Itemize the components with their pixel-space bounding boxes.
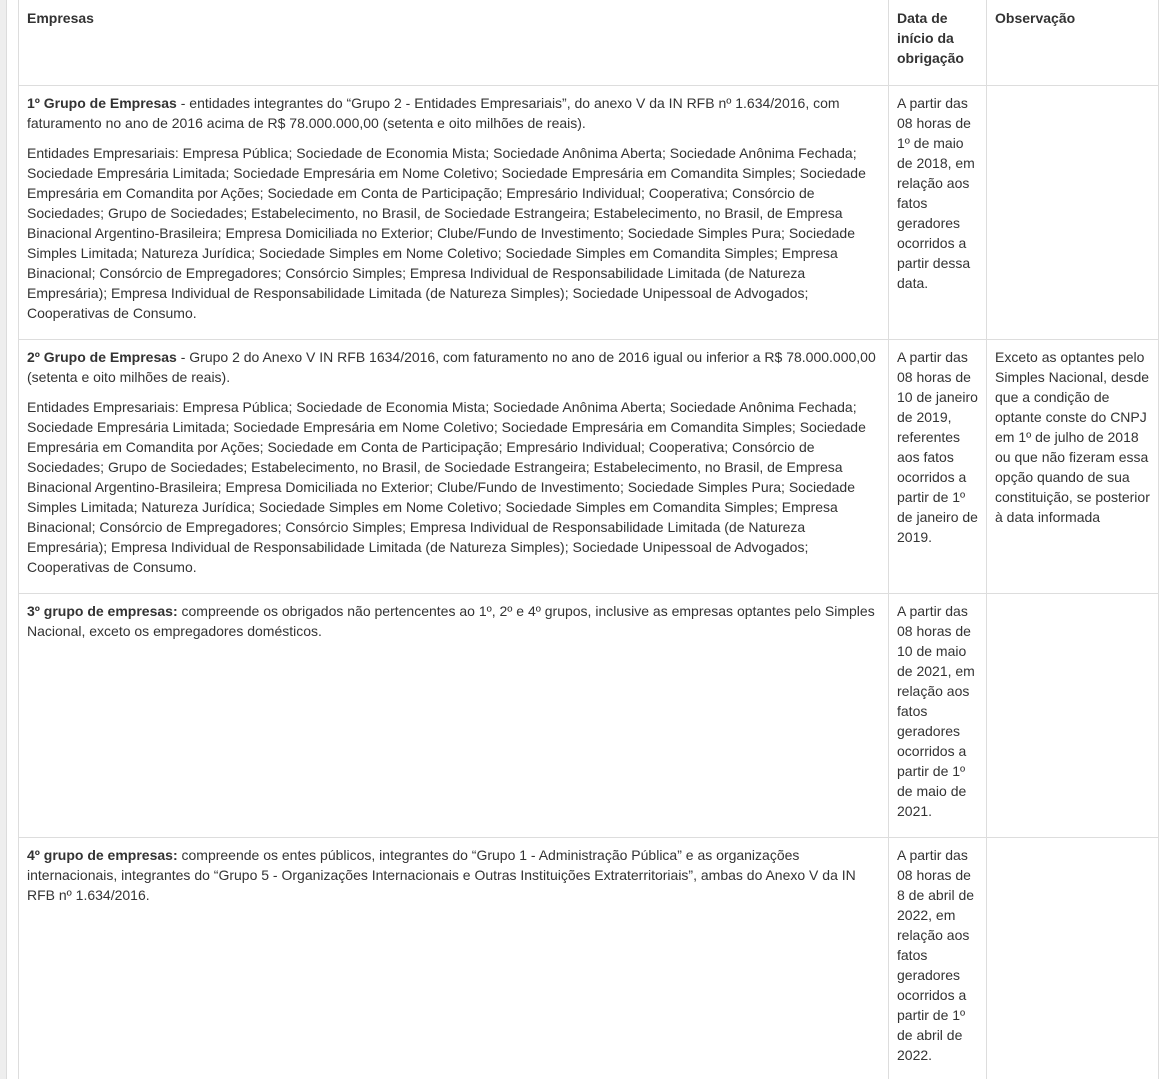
start-date-cell: A partir das 08 horas de 1º de maio de 2018, em relação aos fatos geradores ocorridos a partir dessa data. <box>889 86 987 340</box>
header-empresas: Empresas <box>19 0 889 86</box>
group-criteria: - entidades integrantes do “Grupo 2 - Entidades Empresariais”, do anexo V da IN RFB nº 1.634/2016, com faturamento no ano de 2016 acima de R$ 78.000.000,00 (setenta e oito milhões de reais). <box>27 95 840 131</box>
empresas-cell <box>19 86 889 340</box>
table-row <box>19 838 1159 1079</box>
group-criteria: compreende os obrigados não pertencentes ao 1º, 2º e 4º grupos, inclusive as empresas optantes pelo Simples Nacional, exceto os empregadores domésticos. <box>27 603 875 639</box>
header-data-inicio: Data de início da obrigação <box>889 0 987 86</box>
observation-cell <box>987 838 1159 1079</box>
start-date-cell: A partir das 08 horas de 10 de janeiro de 2019, referentes aos fatos ocorridos a partir de 1º de janeiro de 2019. <box>889 340 987 594</box>
obligations-table <box>18 0 1159 1079</box>
empresas-cell <box>19 594 889 838</box>
group-title: 4º grupo de empresas: <box>27 847 178 863</box>
group-description <box>27 347 880 387</box>
left-gutter <box>0 0 7 1079</box>
group-title: 3º grupo de empresas: <box>27 603 178 619</box>
entities-list: Entidades Empresariais: Empresa Pública; Sociedade de Economia Mista; Sociedade Anônima Aberta; Sociedade Anônima Fechada; Sociedade Empresária Limitada; Sociedade Empresária em Nome Coletivo; Sociedade Empresária em Comandita Simples; Sociedade Empresária em Comandita por Ações; Sociedade em Conta de Participação; Empresário Individual; Cooperativa; Consórcio de Sociedades; Grupo de Sociedades; Estabelecimento, no Brasil, de Sociedade Estrangeira; Estabelecimento, no Brasil, de Empresa Binacional Argentino-Brasileira; Empresa Domiciliada no Exterior; Clube/Fundo de Investimento; Sociedade Simples Pura; Sociedade Simples Limitada; Natureza Jurídica; Sociedade Simples em Nome Coletivo; Sociedade Simples em Comandita Simples; Empresa Binacional; Consórcio de Empregadores; Consórcio Simples; Empresa Individual de Responsabilidade Limitada (de Natureza Empresária); Empresa Individual de Responsabilidade Limitada (de Natureza Simples); Sociedade Unipessoal de Advogados; Cooperativas de Consumo. <box>27 145 866 321</box>
entities-list: Entidades Empresariais: Empresa Pública; Sociedade de Economia Mista; Sociedade Anônima Aberta; Sociedade Anônima Fechada; Sociedade Empresária Limitada; Sociedade Empresária em Nome Coletivo; Sociedade Empresária em Comandita Simples; Sociedade Empresária em Comandita por Ações; Sociedade em Conta de Participação; Empresário Individual; Cooperativa; Consórcio de Sociedades; Grupo de Sociedades; Estabelecimento, no Brasil, de Sociedade Estrangeira; Estabelecimento, no Brasil, de Empresa Binacional Argentino-Brasileira; Empresa Domiciliada no Exterior; Clube/Fundo de Investimento; Sociedade Simples Pura; Sociedade Simples Limitada; Natureza Jurídica; Sociedade Simples em Nome Coletivo; Sociedade Simples em Comandita Simples; Empresa Binacional; Consórcio de Empregadores; Consórcio Simples; Empresa Individual de Responsabilidade Limitada (de Natureza Empresária); Empresa Individual de Responsabilidade Limitada (de Natureza Simples); Sociedade Unipessoal de Advogados; Cooperativas de Consumo. <box>27 399 866 575</box>
table-row <box>19 340 1159 594</box>
empresas-cell <box>19 340 889 594</box>
observation-cell <box>987 594 1159 838</box>
start-date-cell: A partir das 08 horas de 8 de abril de 2022, em relação aos fatos geradores ocorridos a partir de 1º de abril de 2022. <box>889 838 987 1079</box>
group-description <box>27 845 880 905</box>
empresas-cell <box>19 838 889 1079</box>
table-row <box>19 86 1159 340</box>
header-observacao: Observação <box>987 0 1159 86</box>
table-header-row <box>19 0 1159 86</box>
group-title: 1º Grupo de Empresas <box>27 95 177 111</box>
group-title: 2º Grupo de Empresas <box>27 349 177 365</box>
observation-cell <box>987 86 1159 340</box>
group-criteria: - Grupo 2 do Anexo V IN RFB 1634/2016, com faturamento no ano de 2016 igual ou inferior a R$ 78.000.000,00 (setenta e oito milhões de reais). <box>27 349 876 385</box>
group-criteria: compreende os entes públicos, integrantes do “Grupo 1 - Administração Pública” e as organizações internacionais, integrantes do “Grupo 5 - Organizações Internacionais e Outras Instituições Extraterritoriais”, ambas do Anexo V da IN RFB nº 1.634/2016. <box>27 847 856 903</box>
table-row <box>19 594 1159 838</box>
group-description <box>27 601 880 641</box>
observation-cell: Exceto as optantes pelo Simples Nacional, desde que a condição de optante conste do CNPJ em 1º de julho de 2018 ou que não fizeram essa opção quando de sua constituição, se posterior à data informada <box>987 340 1159 594</box>
start-date-cell: A partir das 08 horas de 10 de maio de 2021, em relação aos fatos geradores ocorridos a partir de 1º de maio de 2021. <box>889 594 987 838</box>
group-description <box>27 93 880 133</box>
